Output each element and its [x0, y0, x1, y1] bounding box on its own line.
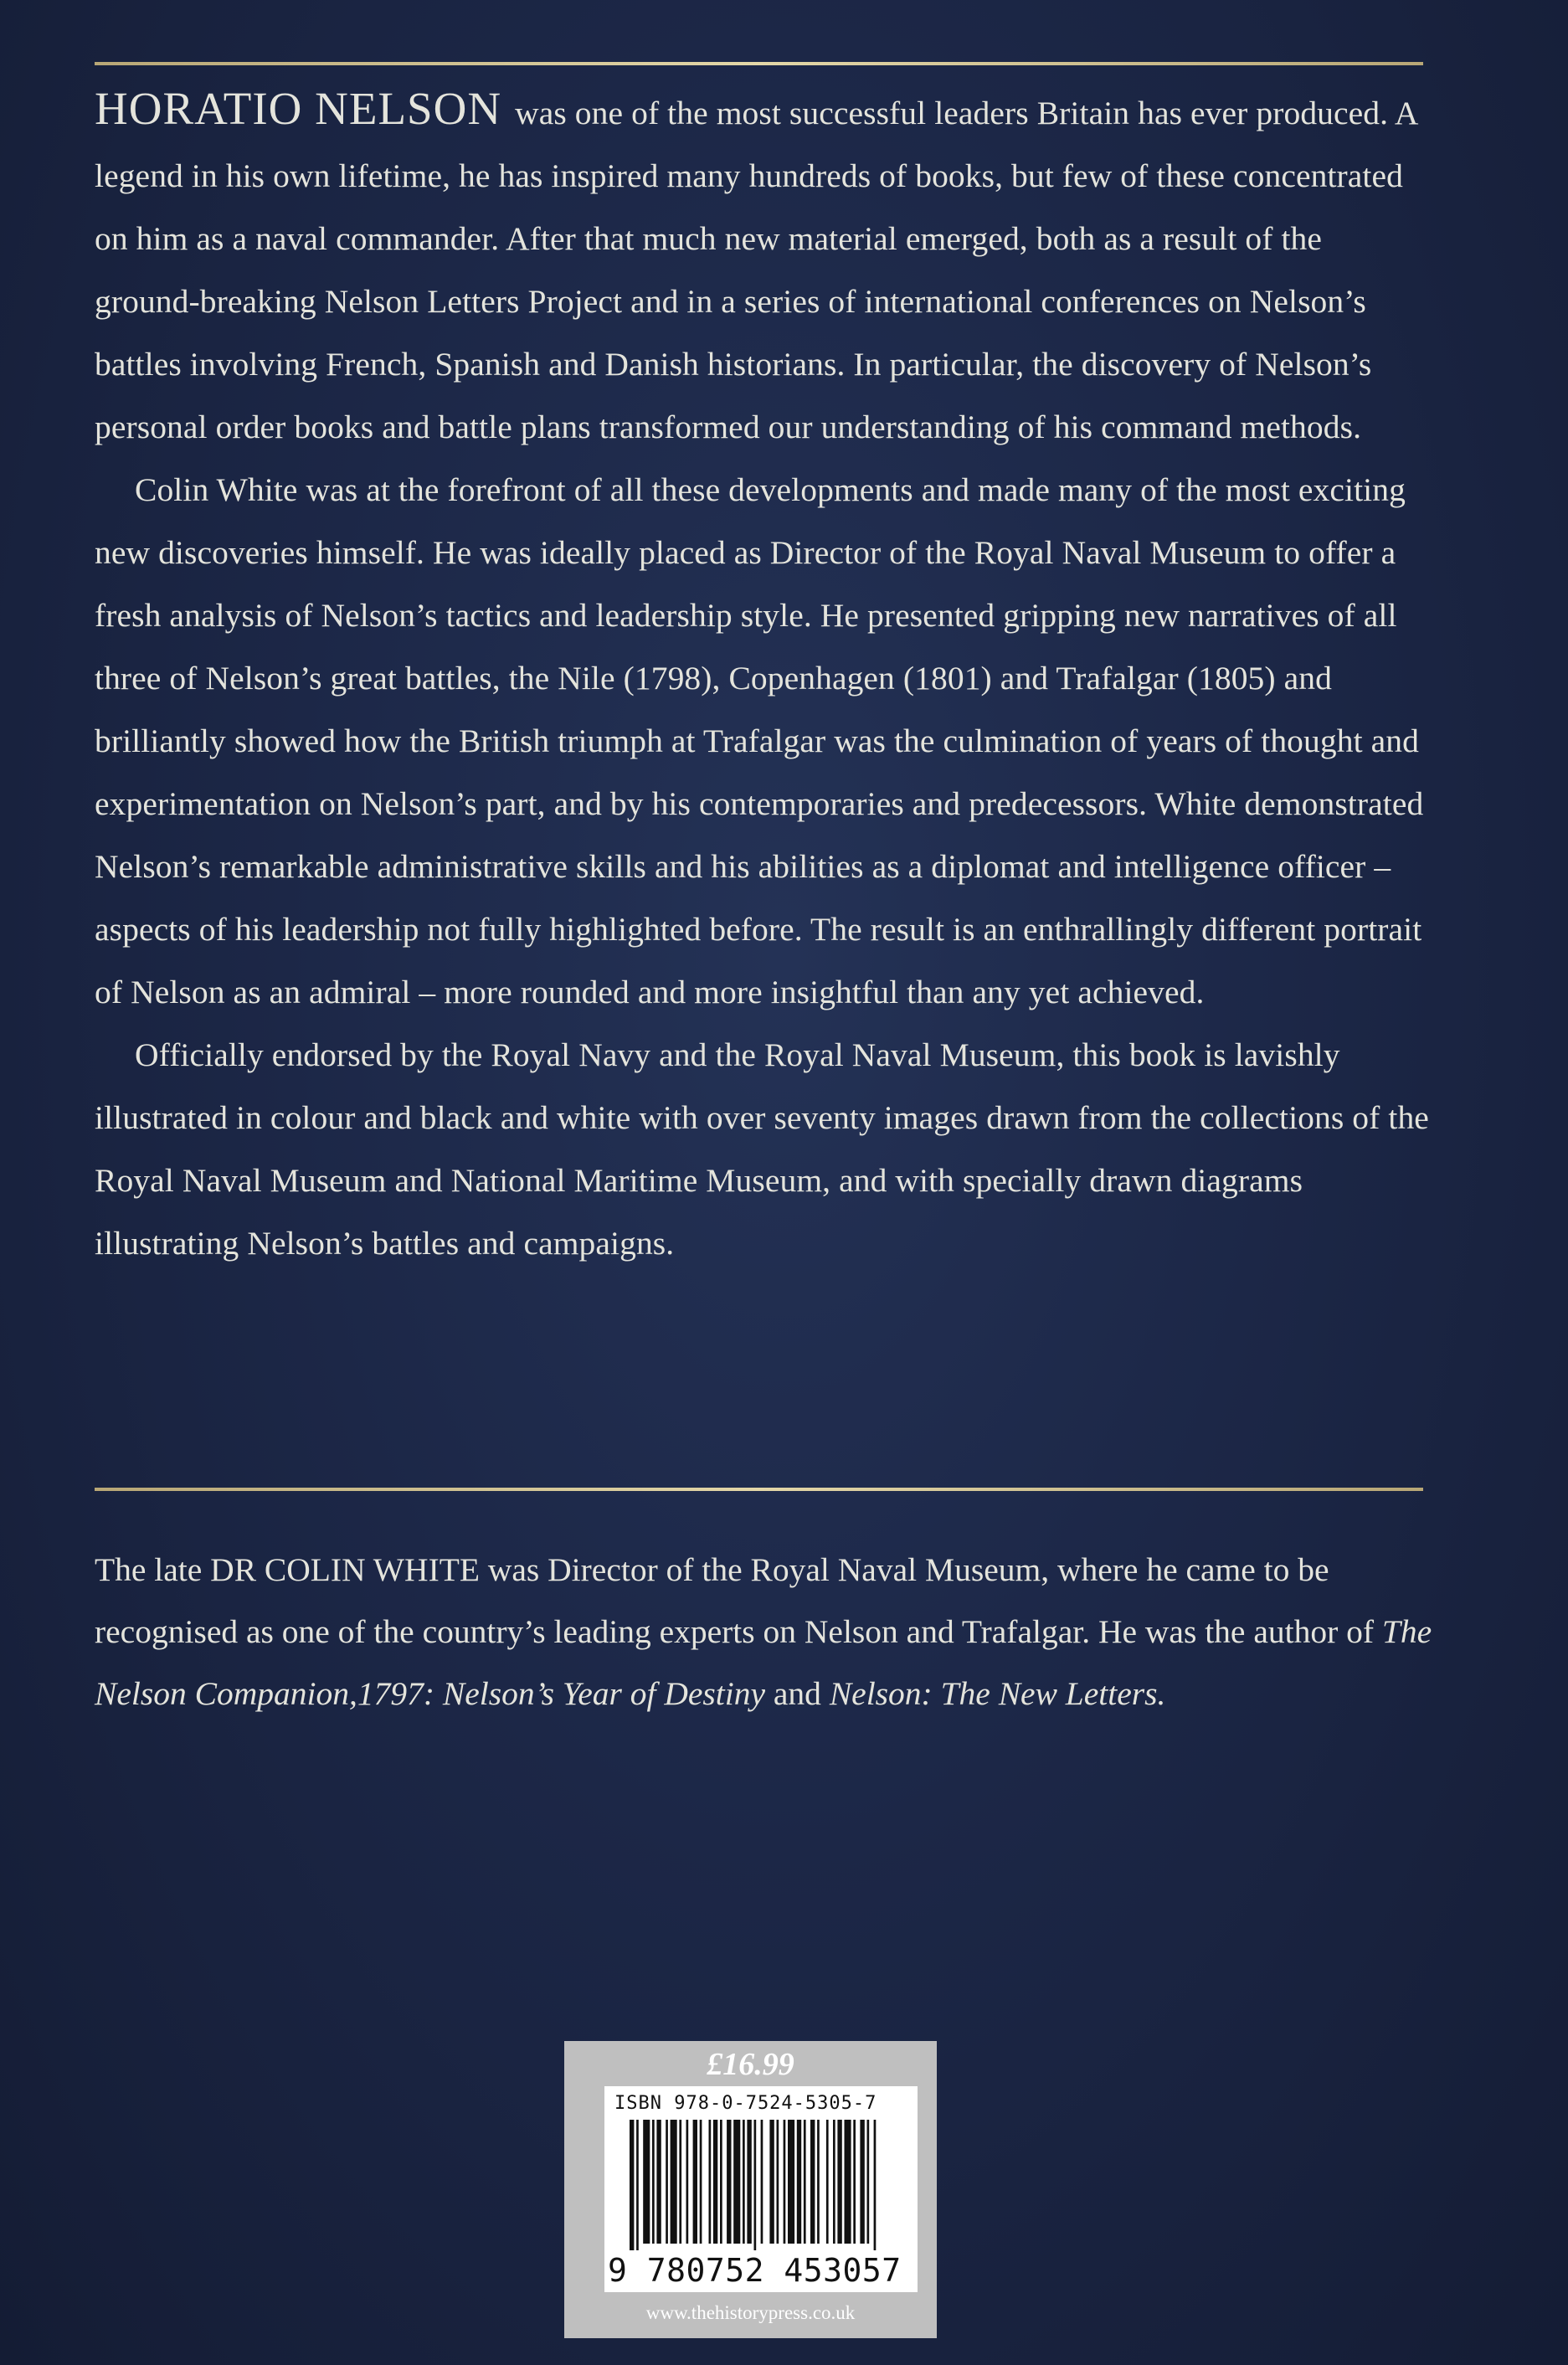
author-bio	[95, 1539, 1434, 1725]
publisher-website: www.thehistorypress.co.uk	[645, 2302, 856, 2323]
barcode-bar	[797, 2120, 801, 2244]
barcode-bar	[833, 2120, 835, 2244]
middle-divider-rule	[95, 1488, 1423, 1491]
barcode-bar	[656, 2120, 661, 2244]
barcode-bar	[743, 2120, 745, 2244]
barcode-bar	[709, 2120, 712, 2244]
barcode-bar	[804, 2120, 806, 2244]
author-bio-paragraph	[95, 1539, 1434, 1725]
barcode-bar	[867, 2120, 870, 2244]
barcode-bar	[784, 2120, 786, 2244]
barcode-area	[604, 2086, 918, 2292]
barcode-bar	[693, 2120, 697, 2244]
book-title-1: The Nelson Companion,1797: Nelson’s Year of Destiny	[95, 1613, 1432, 1712]
barcode-bar	[671, 2120, 677, 2244]
barcode-bar	[860, 2120, 864, 2244]
barcode-bar	[788, 2120, 794, 2244]
author-bio-joiner: and	[773, 1675, 821, 1712]
barcode-bar	[652, 2120, 655, 2244]
barcode-bar	[874, 2120, 877, 2250]
barcode-bar	[686, 2120, 689, 2244]
barcode-bar	[845, 2120, 851, 2244]
barcode-bar	[747, 2120, 751, 2244]
barcode-bar	[700, 2120, 702, 2244]
barcode-bar	[720, 2120, 722, 2244]
barcode-bar	[733, 2120, 740, 2244]
isbn-label: ISBN 978-0-7524-5305-7	[614, 2093, 877, 2114]
barcode-bar	[817, 2120, 820, 2244]
barcode-bar	[837, 2120, 841, 2244]
barcode-bar	[826, 2120, 829, 2244]
blurb-paragraph-1	[95, 77, 1434, 459]
lead-name: HORATIO NELSON	[95, 83, 502, 134]
barcode-bar	[727, 2120, 731, 2244]
barcode-digits: 9 780752 453057	[608, 2252, 902, 2289]
barcode-icon	[604, 2120, 918, 2254]
barcode-bar	[679, 2120, 681, 2244]
price-label: £16.99	[707, 2047, 794, 2082]
blurb-paragraph-2: Colin White was at the forefront of all these developments and made many of the most exciting new discoveries himself. He was ideally placed as Director of the Royal Naval Museum to offer a fresh analysis of Nelson’s tactics and leadership style. He presented gripping new narratives of all three of Nelson’s great battles, the Nile (1798), Copenhagen (1801) and Trafalgar (1805) and brilliantly showed how the British triumph at Trafalgar was the culmination of years of thought and experimentation on Nelson’s part, and by his contemporaries and predecessors. White demonstrated Nelson’s remarkable administrative skills and his abilities as a diplomat and intelligence officer – aspects of his leadership not fully highlighted before. The result is an enthrallingly different portrait of Nelson as an admiral – more rounded and more insightful than any yet achieved.	[95, 471, 1424, 1010]
blurb-paragraph-3: Officially endorsed by the Royal Navy and the Royal Naval Museum, this book is lavishly illustrated in colour and black and white with over seventy images drawn from the collections of the Royal Naval Museum and National Maritime Museum, and with specially drawn diagrams illustrating Nelson’s battles and campaigns.	[95, 1036, 1429, 1262]
barcode-bar	[643, 2120, 650, 2244]
barcode-bar	[630, 2120, 634, 2250]
blurb-paragraph-1-text: was one of the most successful leaders Britain has ever produced. A legend in his own lifetime, he has inspired many hundreds of books, but few of these concentrated on him as a naval commander. After that much new material emerged, both as a result of the ground-breaking Nelson Letters Project and in a series of international conferences on Nelson’s battles involving French, Spanish and Danish historians. In particular, the discovery of Nelson’s personal order books and battle plans transformed our understanding of his command methods.	[95, 95, 1417, 445]
author-bio-text: The late DR COLIN WHITE was Director of the Royal Naval Museum, where he came to be recognised as one of the country’s leading experts on Nelson and Trafalgar. He was the author of	[95, 1551, 1375, 1650]
barcode-bar	[636, 2120, 639, 2250]
blurb-text	[95, 77, 1434, 1275]
barcode-bar	[769, 2120, 774, 2244]
barcode-bar	[810, 2120, 815, 2244]
book-title-2: Nelson: The New Letters.	[829, 1675, 1166, 1712]
barcode-bar	[853, 2120, 856, 2244]
barcode-panel	[564, 2041, 937, 2338]
top-divider-rule	[95, 62, 1423, 65]
barcode-bar	[754, 2120, 757, 2250]
barcode-bar	[713, 2120, 717, 2244]
barcode-bar	[777, 2120, 779, 2244]
barcode-bar	[761, 2120, 763, 2244]
barcode-bar	[666, 2120, 668, 2244]
